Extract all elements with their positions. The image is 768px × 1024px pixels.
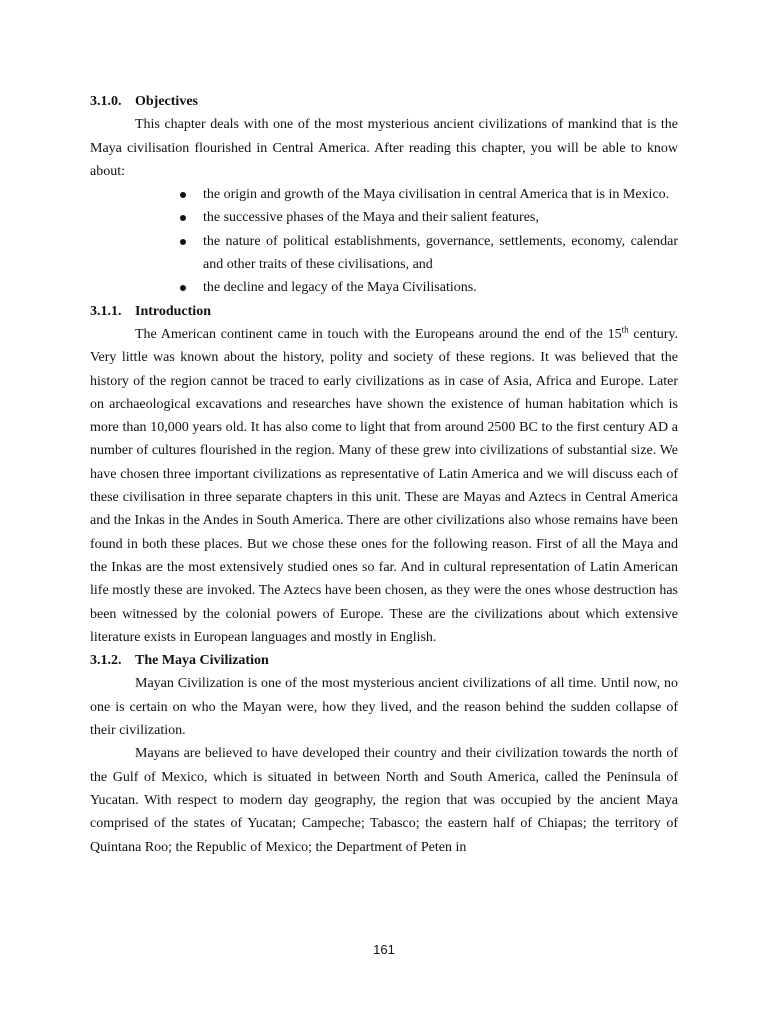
objectives-heading [90, 90, 678, 113]
maya-paragraph-1: Mayan Civilization is one of the most mysterious ancient civilizations of all time. Until now, no one is certain on who the Mayan were, how they lived, and the reason behind the sudden collapse of their civilization. [90, 676, 678, 739]
bullet-icon [180, 192, 186, 198]
section-number: 3.1.1. [90, 303, 122, 319]
bullet-icon [180, 285, 186, 291]
introduction-paragraph: The American continent came in touch with the Europeans around the end of the 15th century. Very little was known about the history, polity and society of these regions. It was believed that the history of the region cannot be traced to early civilizations as in case of Asia, Africa and Europe. Later on archaeological excavations and researches have shown the existence of human habitation which is more than 10,000 years old. It has also come to light that from around 2500 BC to the first century AD a number of cultures flourished in the region. Many of these grew into civilizations of substantial size. We have chosen three important civilizations as representative of Latin America and we will discuss each of these civilisation in three separate chapters in this unit. These are Mayas and Aztecs in Central America and the Inkas in the Andes in South America. There are other civilizations also whose remains have been found in both these places. But we chose these ones for the following reason. First of all the Maya and the Inkas are the most extensively studied ones so far. And in cultural representation of Latin American life mostly these are invoked. The Aztecs have been chosen, as they were the ones whose destruction has been witnessed by the colonial powers of Europe. These are the civilizations about which extensive literature exists in European languages and mostly in English. [90, 324, 678, 645]
maya-paragraph-2: Mayans are believed to have developed their country and their civilization towards the north of the Gulf of Mexico, which is situated in between North and South America, called the Peninsula of Yucatan. With respect to modern day geography, the region that was occupied by the ancient Maya comprised of the states of Yucatan; Campeche; Tabasco; the eastern half of Chiapas; the territory of Quintana Roo; the Republic of Mexico; the Department of Peten in [90, 746, 678, 855]
superscript: th [621, 324, 629, 335]
section-number: 3.1.0. [90, 94, 122, 109]
list-item: the decline and legacy of the Maya Civilisations. [180, 276, 678, 299]
section-title: The Maya Civilization [135, 653, 269, 669]
list-item: the origin and growth of the Maya civilisation in central America that is in Mexico. [180, 183, 678, 206]
maya-heading [90, 649, 678, 672]
list-item: the successive phases of the Maya and their salient features, [180, 206, 678, 229]
page-number: 161 [373, 942, 395, 957]
section-title: Objectives [135, 94, 198, 109]
section-number: 3.1.2. [90, 653, 122, 669]
bullet-icon [180, 239, 186, 245]
bullet-icon [180, 215, 186, 221]
objectives-intro: This chapter deals with one of the most mysterious ancient civilizations of mankind that is the Maya civilisation flourished in Central America. After reading this chapter, you will be able to know about: [90, 117, 678, 179]
objectives-list [90, 183, 678, 299]
list-item: the nature of political establishments, governance, settlements, economy, calendar and other traits of these civilisations, and [180, 230, 678, 277]
introduction-heading [90, 300, 678, 323]
page-content [90, 90, 678, 859]
section-title: Introduction [135, 303, 211, 319]
